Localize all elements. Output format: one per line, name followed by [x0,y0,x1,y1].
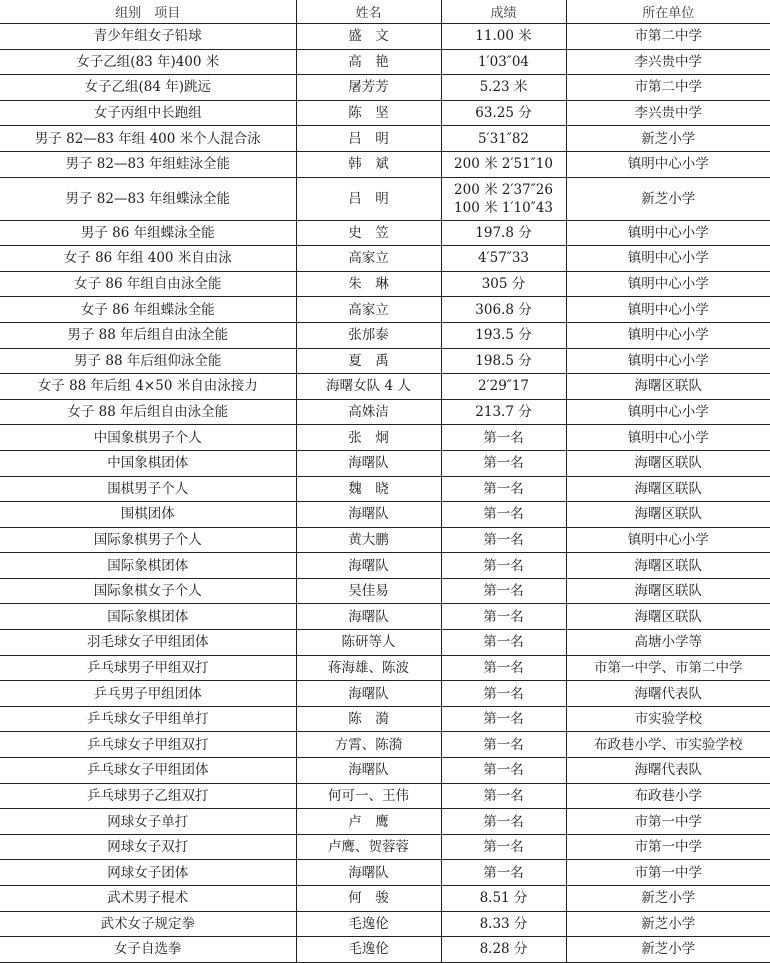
cell-unit: 镇明中心小学 [566,220,770,246]
cell-result: 8.51 分 [441,886,566,912]
table-row [0,348,770,374]
cell-unit: 海曙区联队 [566,553,770,579]
cell-result: 198.5 分 [441,348,566,374]
table-row [0,502,770,528]
cell-event: 国际象棋女子个人 [0,578,296,604]
cell-result: 第一名 [441,425,566,451]
table-row [0,246,770,272]
table-header [0,0,770,24]
cell-name: 韩 斌 [296,151,441,177]
cell-name: 卢 鹰 [296,809,441,835]
cell-event: 武术女子规定拳 [0,911,296,937]
cell-result: 63.25 分 [441,100,566,126]
cell-unit: 新芝小学 [566,126,770,152]
cell-result: 2′29″17 [441,374,566,400]
table-row [0,630,770,656]
cell-name: 毛逸伦 [296,911,441,937]
table-row [0,783,770,809]
cell-result: 第一名 [441,553,566,579]
cell-result: 第一名 [441,681,566,707]
table-row [0,297,770,323]
table-row [0,220,770,246]
cell-event: 男子 88 年后组自由泳全能 [0,322,296,348]
cell-name: 高家立 [296,297,441,323]
cell-event: 国际象棋男子个人 [0,527,296,553]
cell-event: 网球女子双打 [0,834,296,860]
cell-name: 张 炯 [296,425,441,451]
table-row [0,860,770,886]
table-row [0,937,770,963]
table-row [0,655,770,681]
cell-event: 围棋团体 [0,502,296,528]
cell-event: 围棋男子个人 [0,476,296,502]
cell-result: 第一名 [441,578,566,604]
table-row [0,177,770,220]
cell-name: 黄大鹏 [296,527,441,553]
cell-unit: 市第一中学、市第二中学 [566,655,770,681]
cell-event: 乒乓球女子甲组单打 [0,706,296,732]
cell-result: 第一名 [441,706,566,732]
cell-name: 海曙队 [296,450,441,476]
cell-unit: 海曙区联队 [566,450,770,476]
cell-name: 高姝洁 [296,399,441,425]
cell-result: 第一名 [441,783,566,809]
cell-event: 乒乓球男子乙组双打 [0,783,296,809]
cell-unit: 市第二中学 [566,24,770,50]
cell-result: 8.28 分 [441,937,566,963]
table-row [0,834,770,860]
table-row [0,126,770,152]
cell-unit: 镇明中心小学 [566,271,770,297]
cell-unit: 李兴贵中学 [566,49,770,75]
cell-name: 陈 漪 [296,706,441,732]
cell-result [441,177,566,220]
cell-name: 史 笠 [296,220,441,246]
cell-name: 陈 坚 [296,100,441,126]
cell-unit: 新芝小学 [566,937,770,963]
cell-unit: 新芝小学 [566,886,770,912]
cell-unit: 镇明中心小学 [566,297,770,323]
cell-event: 男子 88 年后组仰泳全能 [0,348,296,374]
cell-event: 女子 86 年组自由泳全能 [0,271,296,297]
cell-unit: 市实验学校 [566,706,770,732]
table-row [0,75,770,101]
cell-event: 女子自选拳 [0,937,296,963]
header-unit: 所在单位 [566,0,770,24]
cell-event: 青少年组女子铅球 [0,24,296,50]
cell-result: 第一名 [441,604,566,630]
cell-unit: 镇明中心小学 [566,151,770,177]
cell-unit: 新芝小学 [566,177,770,220]
cell-unit: 海曙区联队 [566,476,770,502]
cell-result: 1′03″04 [441,49,566,75]
cell-event: 男子 86 年组蝶泳全能 [0,220,296,246]
cell-event: 女子丙组中长跑组 [0,100,296,126]
table-row [0,886,770,912]
result-line: 200 米 2′37″26 [454,181,553,198]
cell-event: 男子 82—83 年组蝶泳全能 [0,177,296,220]
table-row [0,100,770,126]
table-row [0,271,770,297]
cell-unit: 市第一中学 [566,834,770,860]
cell-name: 吕 明 [296,126,441,152]
cell-unit: 海曙区联队 [566,578,770,604]
cell-result: 第一名 [441,732,566,758]
cell-result: 第一名 [441,809,566,835]
cell-unit: 海曙区联队 [566,502,770,528]
cell-result: 5′31″82 [441,126,566,152]
cell-name: 海曙队 [296,604,441,630]
cell-event: 女子 88 年后组自由泳全能 [0,399,296,425]
cell-event: 乒乓男子甲组团体 [0,681,296,707]
table-row [0,450,770,476]
cell-name: 海曙队 [296,553,441,579]
table-row [0,911,770,937]
cell-result: 197.8 分 [441,220,566,246]
cell-unit: 镇明中心小学 [566,425,770,451]
cell-result: 213.7 分 [441,399,566,425]
cell-event: 女子 86 年组 400 米自由泳 [0,246,296,272]
cell-result: 第一名 [441,655,566,681]
cell-name: 何 骏 [296,886,441,912]
cell-name: 吴佳易 [296,578,441,604]
cell-unit: 布政巷小学 [566,783,770,809]
cell-event: 女子乙组(84 年)跳远 [0,75,296,101]
cell-unit: 海曙代表队 [566,758,770,784]
table-row [0,706,770,732]
cell-unit: 镇明中心小学 [566,399,770,425]
cell-name: 海曙队 [296,502,441,528]
cell-name: 张邡泰 [296,322,441,348]
cell-event: 网球女子团体 [0,860,296,886]
cell-unit: 市第一中学 [566,809,770,835]
table-row [0,374,770,400]
table-row [0,322,770,348]
cell-name: 海曙队 [296,860,441,886]
cell-result: 200 米 2′51″10 [441,151,566,177]
cell-unit: 海曙区联队 [566,604,770,630]
cell-result: 第一名 [441,758,566,784]
table-row [0,476,770,502]
cell-name: 何可一、王伟 [296,783,441,809]
cell-name: 毛逸伦 [296,937,441,963]
cell-event: 中国象棋男子个人 [0,425,296,451]
cell-name: 卢鹰、贺蓉蓉 [296,834,441,860]
table-row [0,681,770,707]
cell-unit: 镇明中心小学 [566,348,770,374]
header-event: 组别 项目 [0,0,296,24]
cell-unit: 镇明中心小学 [566,527,770,553]
table-row [0,151,770,177]
cell-event: 女子 88 年后组 4×50 米自由泳接力 [0,374,296,400]
cell-unit: 布政巷小学、市实验学校 [566,732,770,758]
cell-result: 第一名 [441,476,566,502]
table-row [0,578,770,604]
table-row [0,553,770,579]
header-result: 成绩 [441,0,566,24]
cell-event: 中国象棋团体 [0,450,296,476]
cell-result: 第一名 [441,527,566,553]
cell-name: 海曙队 [296,758,441,784]
table-row [0,604,770,630]
cell-result: 4′57″33 [441,246,566,272]
cell-name: 蒋海雄、陈波 [296,655,441,681]
cell-result: 第一名 [441,630,566,656]
header-row [0,0,770,24]
cell-name: 陈研等人 [296,630,441,656]
table-row [0,732,770,758]
cell-event: 女子 86 年组蝶泳全能 [0,297,296,323]
cell-result: 第一名 [441,834,566,860]
cell-name: 海曙队 [296,681,441,707]
header-name: 姓名 [296,0,441,24]
cell-name: 方霄、陈漪 [296,732,441,758]
cell-name: 海曙女队 4 人 [296,374,441,400]
cell-event: 武术男子棍术 [0,886,296,912]
cell-unit: 高塘小学等 [566,630,770,656]
table-row [0,758,770,784]
table-body [0,24,770,963]
table-row [0,809,770,835]
cell-result: 第一名 [441,502,566,528]
cell-name: 高家立 [296,246,441,272]
cell-name: 盛 文 [296,24,441,50]
table-row [0,49,770,75]
cell-result: 8.33 分 [441,911,566,937]
cell-unit: 李兴贵中学 [566,100,770,126]
cell-event: 男子 82—83 年组 400 米个人混合泳 [0,126,296,152]
cell-event: 国际象棋团体 [0,553,296,579]
cell-event: 网球女子单打 [0,809,296,835]
cell-event: 乒乓球女子甲组双打 [0,732,296,758]
cell-unit: 市第一中学 [566,860,770,886]
table-row [0,24,770,50]
cell-name: 高 艳 [296,49,441,75]
cell-name: 吕 明 [296,177,441,220]
cell-event: 乒乓球女子甲组团体 [0,758,296,784]
cell-unit: 海曙区联队 [566,374,770,400]
cell-unit: 新芝小学 [566,911,770,937]
cell-name: 魏 晓 [296,476,441,502]
cell-unit: 镇明中心小学 [566,246,770,272]
cell-unit: 海曙代表队 [566,681,770,707]
cell-unit: 镇明中心小学 [566,322,770,348]
cell-result: 305 分 [441,271,566,297]
table-row [0,527,770,553]
cell-event: 羽毛球女子甲组团体 [0,630,296,656]
cell-event: 乒乓球男子甲组双打 [0,655,296,681]
cell-result: 第一名 [441,860,566,886]
cell-result: 193.5 分 [441,322,566,348]
cell-result: 11.00 米 [441,24,566,50]
cell-result: 第一名 [441,450,566,476]
table-row [0,425,770,451]
cell-name: 夏 禹 [296,348,441,374]
cell-result: 306.8 分 [441,297,566,323]
cell-event: 女子乙组(83 年)400 米 [0,49,296,75]
cell-name: 朱 琳 [296,271,441,297]
table-row [0,399,770,425]
result-line: 100 米 1′10″43 [454,199,553,216]
cell-unit: 市第二中学 [566,75,770,101]
cell-event: 男子 82—83 年组蛙泳全能 [0,151,296,177]
cell-name: 屠芳芳 [296,75,441,101]
cell-result: 5.23 米 [441,75,566,101]
cell-event: 国际象棋团体 [0,604,296,630]
